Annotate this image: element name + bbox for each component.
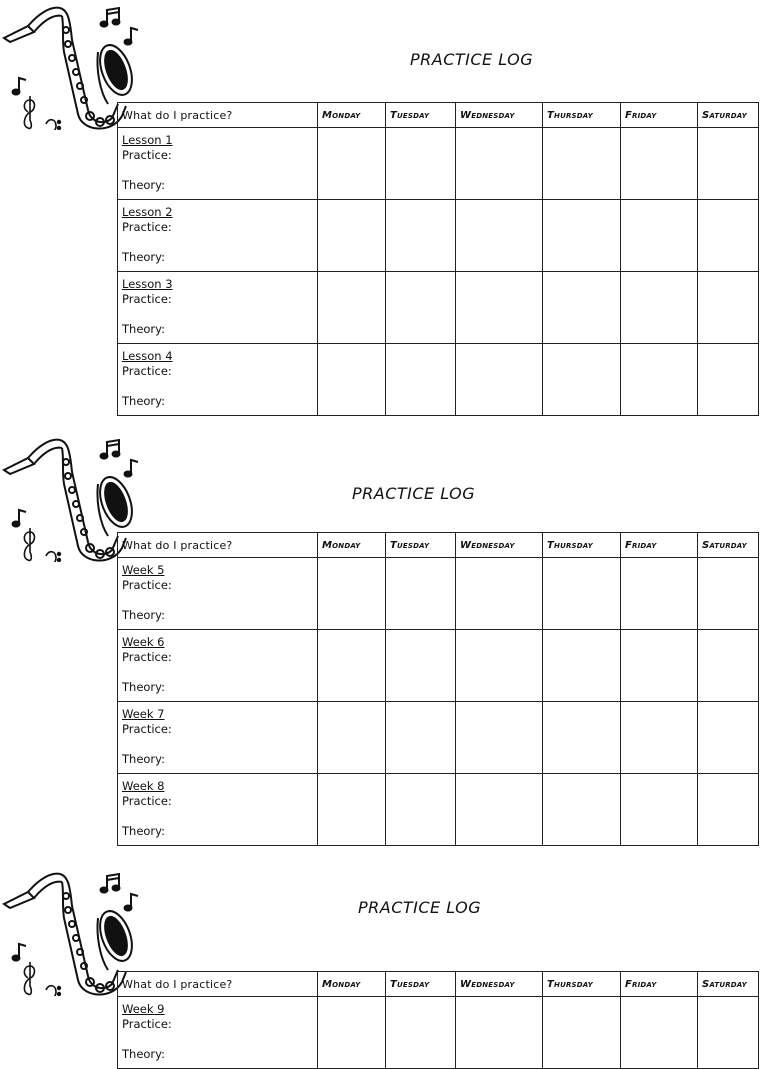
lesson-label: Lesson 1 [122, 133, 173, 147]
practice-cell [118, 272, 318, 344]
practice-cell [118, 630, 318, 702]
column-header-wednesday: Wednesday [456, 533, 543, 558]
day-cell-thursday[interactable] [543, 558, 621, 630]
day-cell-monday[interactable] [318, 344, 386, 416]
day-cell-tuesday[interactable] [386, 128, 456, 200]
day-cell-wednesday[interactable] [456, 702, 543, 774]
day-cell-tuesday[interactable] [386, 558, 456, 630]
theory-label: Theory: [122, 178, 165, 192]
theory-label: Theory: [122, 680, 165, 694]
day-cell-tuesday[interactable] [386, 774, 456, 846]
column-header-wednesday: Wednesday [456, 103, 543, 128]
practice-label: Practice: [122, 364, 172, 378]
day-cell-friday[interactable] [621, 702, 698, 774]
day-cell-friday[interactable] [621, 774, 698, 846]
day-cell-monday[interactable] [318, 774, 386, 846]
table-row [118, 200, 759, 272]
practice-log-table [117, 532, 759, 846]
day-cell-thursday[interactable] [543, 774, 621, 846]
column-header-practice: What do I practice? [118, 103, 318, 128]
practice-cell [118, 344, 318, 416]
day-cell-monday[interactable] [318, 128, 386, 200]
lesson-label: Lesson 4 [122, 349, 173, 363]
column-header-friday: Friday [621, 103, 698, 128]
theory-label: Theory: [122, 250, 165, 264]
column-header-friday: Friday [621, 972, 698, 997]
day-cell-monday[interactable] [318, 200, 386, 272]
day-cell-monday[interactable] [318, 997, 386, 1069]
practice-label: Practice: [122, 578, 172, 592]
day-cell-monday[interactable] [318, 702, 386, 774]
theory-label: Theory: [122, 1047, 165, 1061]
table-row [118, 558, 759, 630]
column-header-practice: What do I practice? [118, 533, 318, 558]
day-cell-thursday[interactable] [543, 702, 621, 774]
column-header-saturday: Saturday [698, 103, 759, 128]
day-cell-thursday[interactable] [543, 997, 621, 1069]
column-header-friday: Friday [621, 533, 698, 558]
table-row [118, 702, 759, 774]
table-row [118, 630, 759, 702]
day-cell-monday[interactable] [318, 272, 386, 344]
practice-log-table [117, 971, 759, 1069]
day-cell-saturday[interactable] [698, 702, 759, 774]
practice-log-table [117, 102, 759, 416]
day-cell-saturday[interactable] [698, 272, 759, 344]
practice-cell [118, 200, 318, 272]
day-cell-friday[interactable] [621, 200, 698, 272]
lesson-label: Week 9 [122, 1002, 165, 1016]
day-cell-tuesday[interactable] [386, 344, 456, 416]
lesson-label: Week 6 [122, 635, 165, 649]
day-cell-saturday[interactable] [698, 774, 759, 846]
day-cell-friday[interactable] [621, 128, 698, 200]
theory-label: Theory: [122, 752, 165, 766]
day-cell-thursday[interactable] [543, 128, 621, 200]
day-cell-saturday[interactable] [698, 200, 759, 272]
column-header-wednesday: Wednesday [456, 972, 543, 997]
practice-cell [118, 997, 318, 1069]
day-cell-monday[interactable] [318, 558, 386, 630]
day-cell-wednesday[interactable] [456, 774, 543, 846]
day-cell-wednesday[interactable] [456, 200, 543, 272]
day-cell-friday[interactable] [621, 997, 698, 1069]
practice-cell [118, 774, 318, 846]
page-title: PRACTICE LOG [358, 898, 482, 917]
theory-label: Theory: [122, 824, 165, 838]
practice-label: Practice: [122, 148, 172, 162]
column-header-saturday: Saturday [698, 533, 759, 558]
practice-label: Practice: [122, 220, 172, 234]
column-header-thursday: Thursday [543, 533, 621, 558]
table-row [118, 272, 759, 344]
theory-label: Theory: [122, 608, 165, 622]
practice-log-section-2 [0, 432, 768, 852]
practice-log-section-3 [0, 866, 768, 1061]
practice-label: Practice: [122, 292, 172, 306]
day-cell-wednesday[interactable] [456, 128, 543, 200]
practice-label: Practice: [122, 794, 172, 808]
column-header-monday: Monday [318, 533, 386, 558]
day-cell-saturday[interactable] [698, 558, 759, 630]
theory-label: Theory: [122, 322, 165, 336]
lesson-label: Lesson 2 [122, 205, 173, 219]
table-row [118, 774, 759, 846]
day-cell-thursday[interactable] [543, 630, 621, 702]
practice-label: Practice: [122, 650, 172, 664]
day-cell-friday[interactable] [621, 344, 698, 416]
day-cell-wednesday[interactable] [456, 272, 543, 344]
table-row [118, 344, 759, 416]
page-title: PRACTICE LOG [352, 484, 476, 503]
day-cell-friday[interactable] [621, 630, 698, 702]
column-header-thursday: Thursday [543, 103, 621, 128]
day-cell-tuesday[interactable] [386, 702, 456, 774]
column-header-tuesday: Tuesday [386, 103, 456, 128]
day-cell-tuesday[interactable] [386, 630, 456, 702]
day-cell-saturday[interactable] [698, 344, 759, 416]
day-cell-tuesday[interactable] [386, 997, 456, 1069]
column-header-thursday: Thursday [543, 972, 621, 997]
day-cell-saturday[interactable] [698, 128, 759, 200]
table-row [118, 997, 759, 1069]
column-header-practice: What do I practice? [118, 972, 318, 997]
practice-label: Practice: [122, 722, 172, 736]
table-row [118, 128, 759, 200]
practice-cell [118, 702, 318, 774]
day-cell-wednesday[interactable] [456, 997, 543, 1069]
day-cell-thursday[interactable] [543, 200, 621, 272]
practice-label: Practice: [122, 1017, 172, 1031]
practice-cell [118, 558, 318, 630]
day-cell-saturday[interactable] [698, 997, 759, 1069]
day-cell-monday[interactable] [318, 630, 386, 702]
day-cell-wednesday[interactable] [456, 630, 543, 702]
column-header-monday: Monday [318, 972, 386, 997]
day-cell-thursday[interactable] [543, 272, 621, 344]
day-cell-wednesday[interactable] [456, 558, 543, 630]
theory-label: Theory: [122, 394, 165, 408]
practice-cell [118, 128, 318, 200]
day-cell-friday[interactable] [621, 558, 698, 630]
lesson-label: Week 8 [122, 779, 165, 793]
day-cell-friday[interactable] [621, 272, 698, 344]
column-header-saturday: Saturday [698, 972, 759, 997]
page-title: PRACTICE LOG [410, 50, 534, 69]
day-cell-thursday[interactable] [543, 344, 621, 416]
day-cell-saturday[interactable] [698, 630, 759, 702]
column-header-tuesday: Tuesday [386, 972, 456, 997]
lesson-label: Week 7 [122, 707, 165, 721]
day-cell-tuesday[interactable] [386, 200, 456, 272]
column-header-tuesday: Tuesday [386, 533, 456, 558]
column-header-monday: Monday [318, 103, 386, 128]
lesson-label: Lesson 3 [122, 277, 173, 291]
day-cell-tuesday[interactable] [386, 272, 456, 344]
lesson-label: Week 5 [122, 563, 165, 577]
day-cell-wednesday[interactable] [456, 344, 543, 416]
practice-log-section-1 [0, 0, 768, 420]
